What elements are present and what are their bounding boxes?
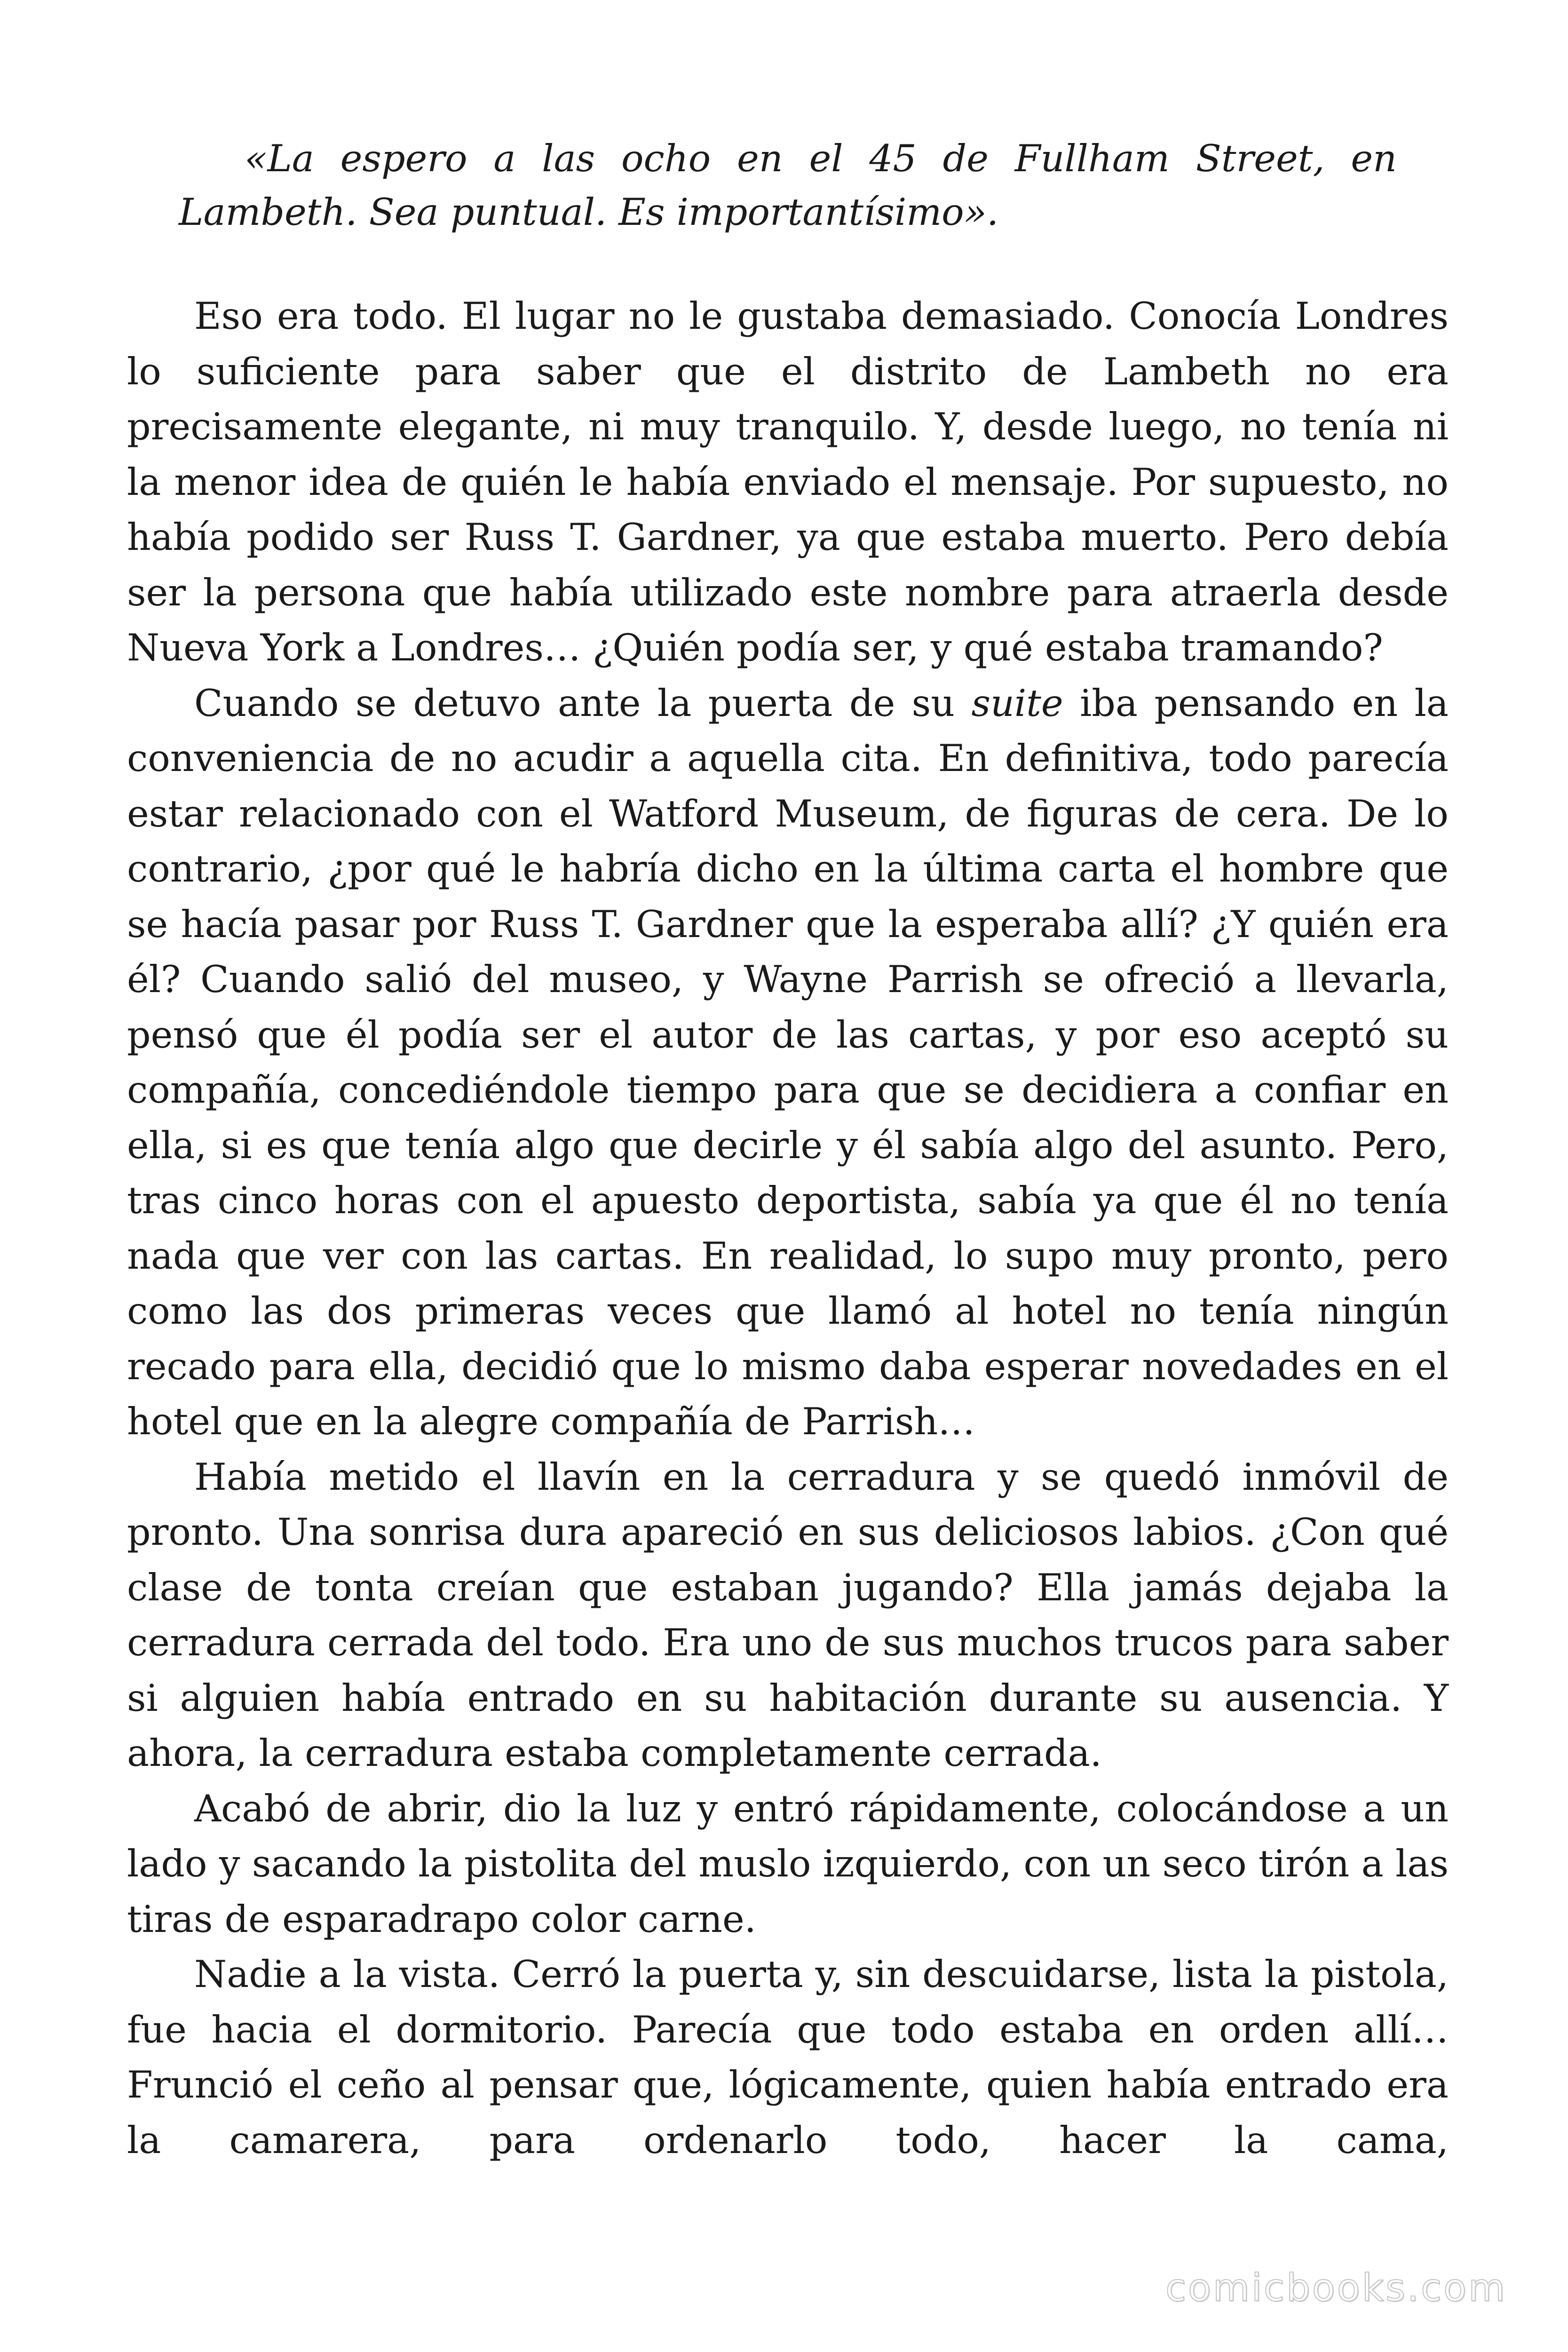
paragraph-2 xyxy=(127,676,1449,1450)
paragraph-5: Nadie a la vista. Cerró la puerta y, sin descuidarse, lista la pistola, fue hacia el dormitorio. Parecía que todo estaba en orden allí… Frunció el ceño al pensar que, lógicamente, quien había entrado era la camarera, para ordenarlo todo, hacer la cama, xyxy=(127,1953,1449,2162)
paragraph-4: Acabó de abrir, dio la luz y entró rápidamente, colocándose a un lado y sacando la pistolita del muslo izquierdo, con un seco tirón a las tiras de esparadrapo color carne. xyxy=(127,1787,1449,1941)
epigraph-quote: «La espero a las ocho en el 45 de Fullham Street, en Lambeth. Sea puntual. Es importantísimo». xyxy=(179,137,1397,234)
paragraph-2-before: Cuando se detuvo ante la puerta de su xyxy=(194,681,972,725)
paragraph-2-emphasis: suite xyxy=(971,681,1063,725)
paragraph-3: Había metido el llavín en la cerradura y se quedó inmóvil de pronto. Una sonrisa dura apareció en sus deliciosos labios. ¿Con qué clase de tonta creían que estaban jugando? Ella jamás dejaba la cerradura cerrada del todo. Era uno de sus muchos trucos para saber si alguien había entrado en su habitación durante su ausencia. Y ahora, la cerradura estaba completamente cerrada. xyxy=(127,1455,1449,1775)
paragraph-1: Eso era todo. El lugar no le gustaba demasiado. Conocía Londres lo suficiente para saber que el distrito de Lambeth no era precisamente elegante, ni muy tranquilo. Y, desde luego, no tenía ni la menor idea de quién le había enviado el mensaje. Por supuesto, no había podido ser Russ T. Gardner, ya que estaba muerto. Pero debía ser la persona que había utilizado este nombre para atraerla desde Nueva York a Londres… ¿Quién podía ser, y qué estaba tramando? xyxy=(127,294,1449,669)
watermark: comicbooks.com xyxy=(1165,2266,1507,2310)
paragraph-2-after: iba pensando en la conveniencia de no acudir a aquella cita. En definitiva, todo parecía estar relacionado con el Watford Museum, de figuras de cera. De lo contrario, ¿por qué le habría dicho en la última carta el hombre que se hacía pasar por Russ T. Gardner que la esperaba allí? ¿Y quién era él? Cuando salió del museo, y Wayne Parrish se ofreció a llevarla, pensó que él podía ser el autor de las cartas, y por eso aceptó su compañía, concediéndole tiempo para que se decidiera a confiar en ella, si es que tenía algo que decirle y él sabía algo del asunto. Pero, tras cinco horas con el apuesto deportista, sabía ya que él no tenía nada que ver con las cartas. En realidad, lo supo muy pronto, pero como las dos primeras veces que llamó al hotel no tenía ningún recado para ella, decidió que lo mismo daba esperar novedades en el hotel que en la alegre compañía de Parrish… xyxy=(127,681,1449,1443)
page-body xyxy=(127,132,1449,2168)
